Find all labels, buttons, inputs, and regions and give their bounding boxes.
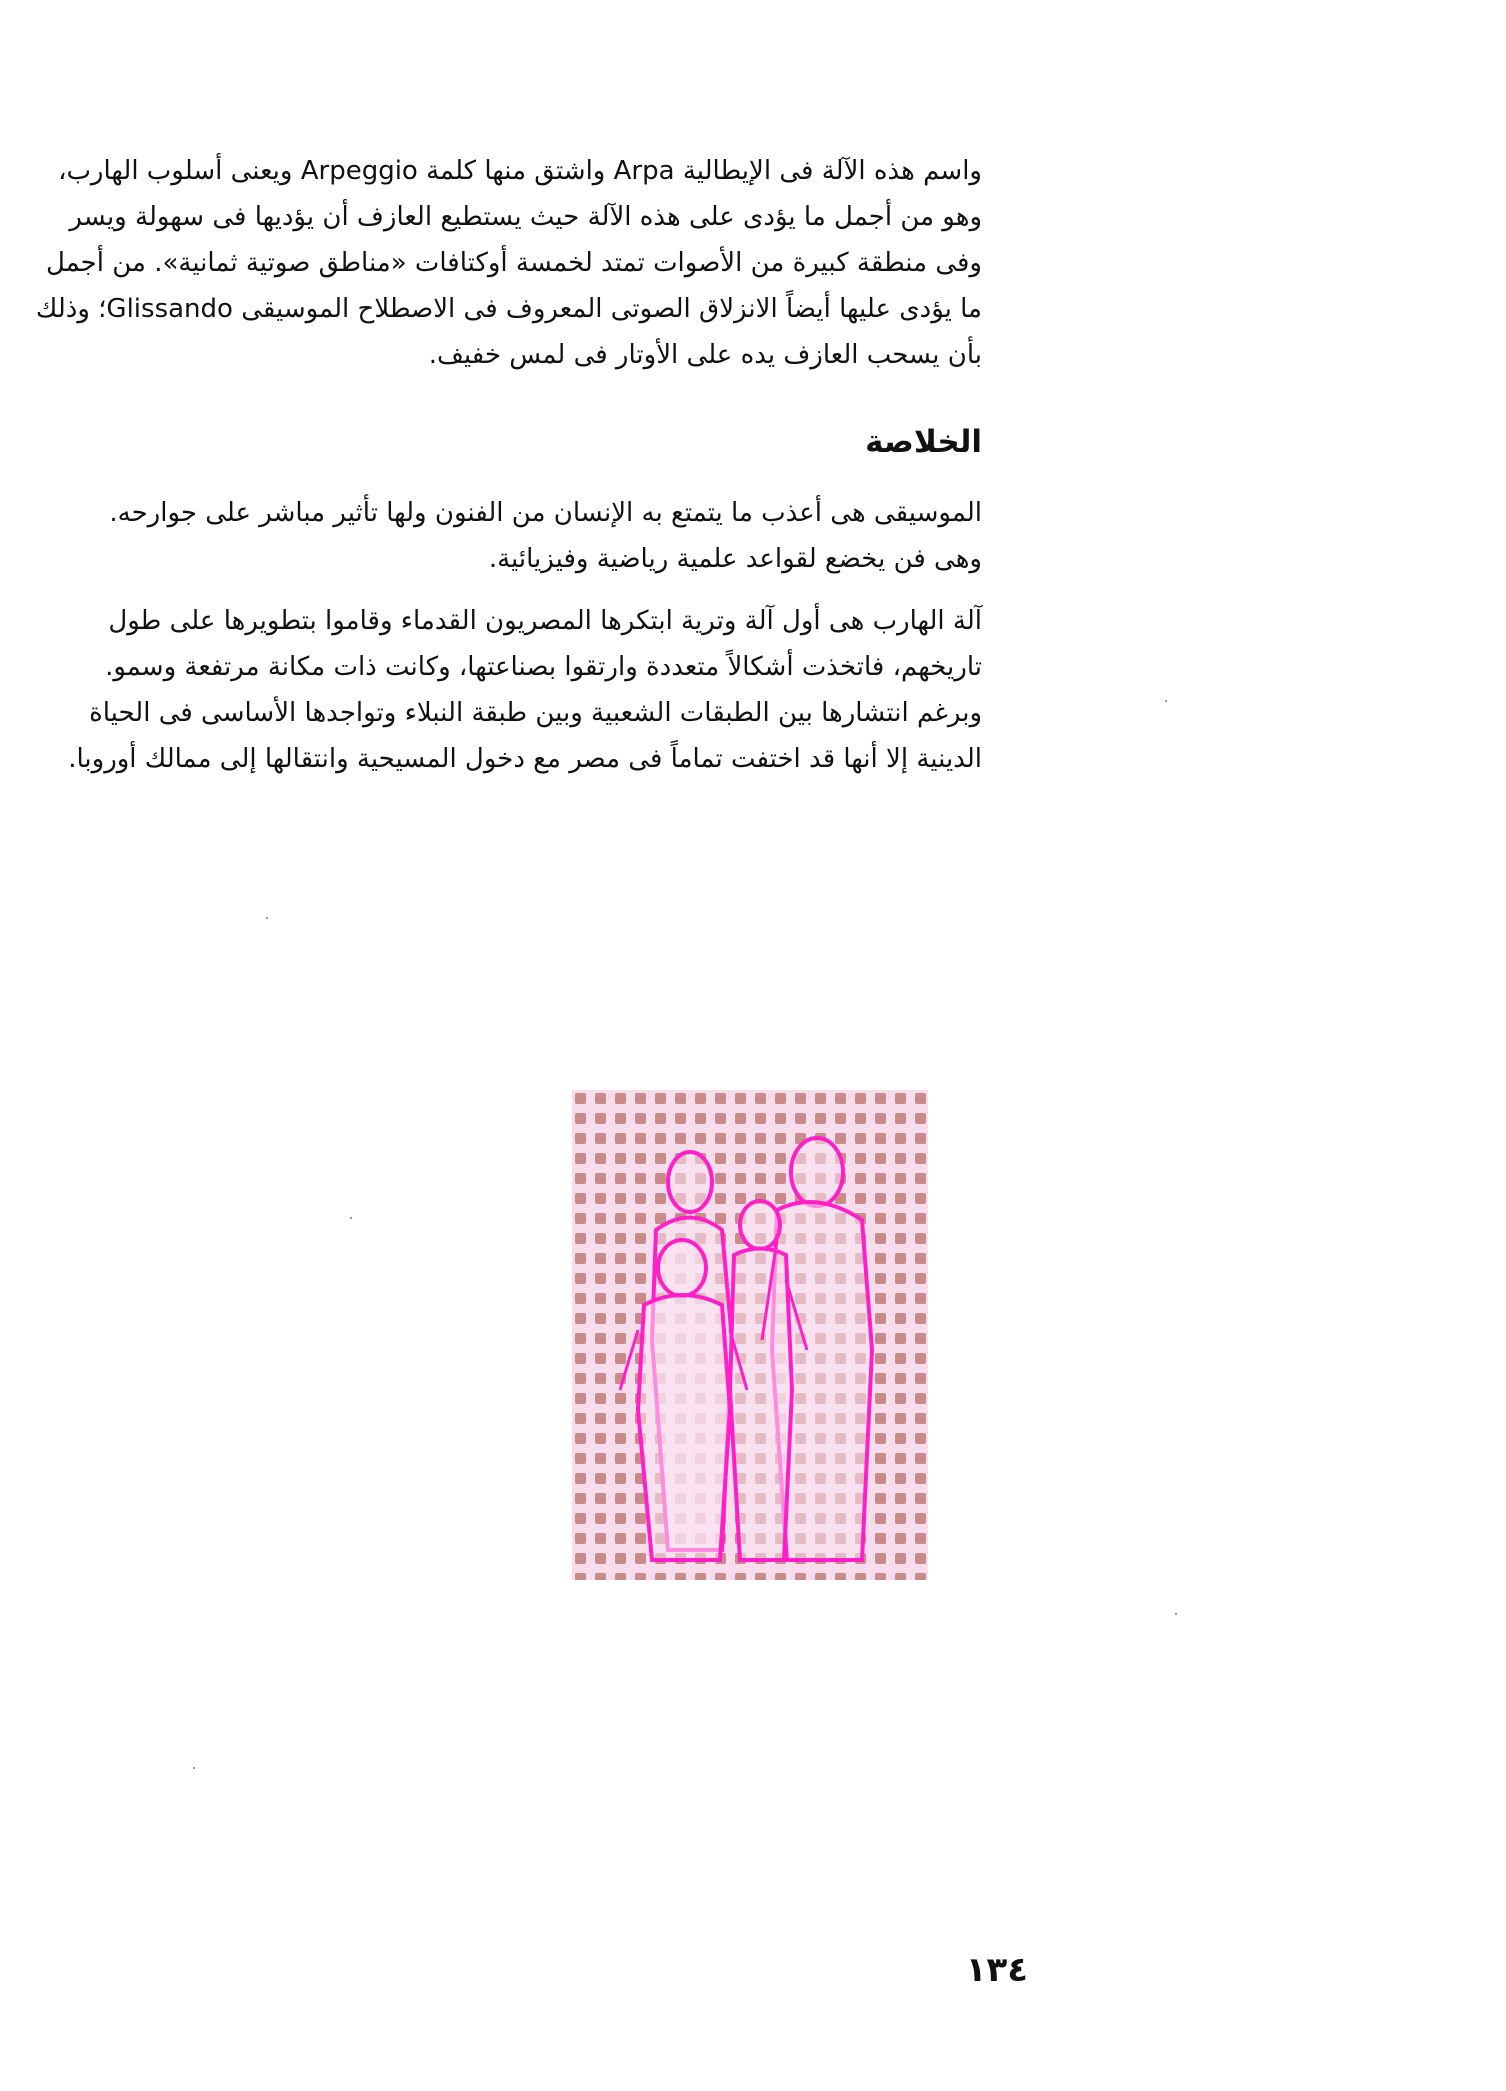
text-line: الموسيقى هى أعذب ما يتمتع به الإنسان من الفنون ولها تأثير مباشر على جوارحه. <box>109 498 982 528</box>
text-line: ما يؤدى عليها أيضاً الانزلاق الصوتى المعروف فى الاصطلاح الموسيقى Glissando؛ وذلك <box>35 294 982 324</box>
family-portrait-illustration <box>572 1090 928 1580</box>
scan-speck <box>1175 1613 1177 1615</box>
page-number: ١٣٤ <box>965 1950 1028 1990</box>
text-line: وهى فن يخضع لقواعد علمية رياضية وفيزيائية. <box>488 544 982 574</box>
scan-speck <box>266 917 268 919</box>
text-line: واسم هذه الآلة فى الإيطالية Arpa واشتق منها كلمة Arpeggio ويعنى أسلوب الهارب، <box>58 156 982 186</box>
text-line: بأن يسحب العازف يده على الأوتار فى لمس خفيف. <box>428 340 982 370</box>
text-line: وبرغم انتشارها بين الطبقات الشعبية وبين طبقة النبلاء وتواجدها الأساسى فى الحياة <box>89 698 982 728</box>
text-line: آلة الهارب هى أول آلة وترية ابتكرها المصريون القدماء وقاموا بتطويرها على طول <box>108 606 982 636</box>
text-line: وفى منطقة كبيرة من الأصوات تمتد لخمسة أوكتافات «مناطق صوتية ثمانية». من أجمل <box>45 248 982 278</box>
paragraph-harp-history <box>68 598 982 782</box>
paragraph-harp-arpeggio <box>35 148 982 378</box>
text-line: وهو من أجمل ما يؤدى على هذه الآلة حيث يستطيع العازف أن يؤديها فى سهولة ويسر <box>69 202 982 232</box>
text-line: الدينية إلا أنها قد اختفت تماماً فى مصر مع دخول المسيحية وانتقالها إلى ممالك أوروبا. <box>68 744 982 774</box>
text-line: تاريخهم، فاتخذت أشكالاً متعددة وارتقوا بصناعتها، وكانت ذات مكانة مرتفعة وسمو. <box>105 652 982 682</box>
scan-speck <box>1165 700 1167 702</box>
scan-speck <box>350 1217 352 1219</box>
scan-speck <box>193 1767 195 1769</box>
paragraph-music-definition <box>109 490 982 582</box>
summary-heading: الخلاصة <box>865 424 982 460</box>
